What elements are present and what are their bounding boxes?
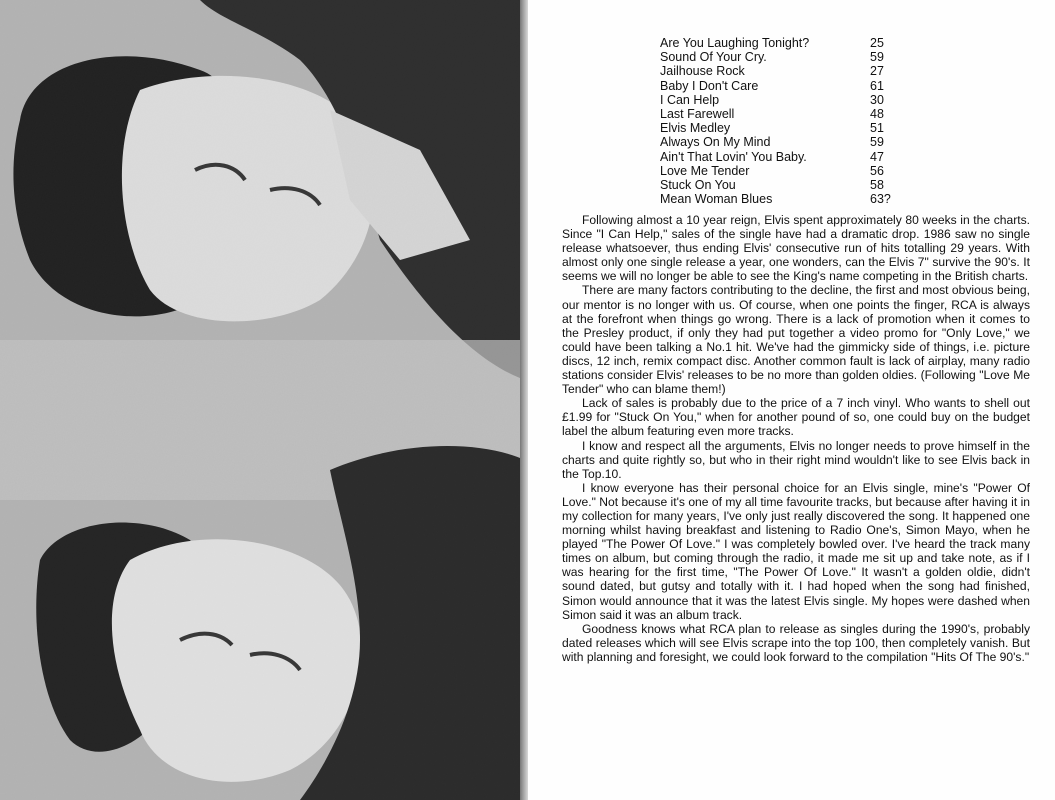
photo-illustration (0, 0, 525, 800)
track-title: Mean Woman Blues (660, 192, 773, 207)
track-title: I Can Help (660, 92, 720, 107)
track-row (660, 64, 900, 78)
track-title: Elvis Medley (660, 121, 731, 136)
singles-chart-list (660, 36, 900, 206)
track-row (660, 164, 900, 178)
track-row (660, 150, 900, 164)
article-paragraph: There are many factors contributing to the decline, the first and most obvious being, our mentor is no longer with us. Of course, when one points the finger, RCA is always at the forefront when things go wrong. There is a lack of promotion when it comes to the Presley product, if only they had put together a video promo for "Only Love," we could have been talking a No.1 hit. We've had the gimmicky side of things, i.e. picture discs, 12 inch, remix compact disc. Another common fault is lack of airplay, many radio stations consider Elvis' releases to be no more than golden oldies. (Following "Love Me Tender" who can blame them!) (562, 283, 1030, 397)
track-row (660, 121, 900, 135)
track-row (660, 79, 900, 93)
track-title: Last Farewell (660, 107, 735, 122)
article-paragraph: I know everyone has their personal choice for an Elvis single, mine's "Power Of Love." Not because it's one of my all time favourite tracks, but because after having it in my collection for many years, I've only just really discovered the song. It happened one morning whilst having breakfast and listening to Radio One's, Simon Mayo, when he played "The Power Of Love." I was completely bowled over. I've heard the track many times on album, but coming through the radio, it made me sit up and take note, as if I was hearing for the first time, "The Power Of Love." It wasn't a golden oldie, didn't sound dated, but gutsy and totally with it. I had hoped when the song had finished, Simon would announce that it was the latest Elvis single. My hopes were dashed when Simon said it was an album track. (562, 480, 1030, 622)
chart-position: 59 (870, 135, 884, 150)
article-paragraph: Following almost a 10 year reign, Elvis spent approximately 80 weeks in the charts. Since "I Can Help," sales of the single have had a dramatic drop. 1986 saw no single release whatsoever, thus ending Elvis' consecutive run of hits totalling 29 years. With almost only one single release a year, one wonders, can the Elvis 7" survive the 90's. It seems we will no longer be able to see the King's name competing in the British charts. (562, 213, 1030, 284)
track-title: Stuck On You (660, 178, 736, 193)
track-title: Always On My Mind (660, 135, 771, 150)
chart-position: 61 (870, 78, 884, 93)
track-title: Love Me Tender (660, 163, 750, 178)
chart-position: 63? (870, 192, 891, 207)
track-title: Sound Of Your Cry. (660, 50, 767, 65)
track-title: Are You Laughing Tonight? (660, 36, 810, 50)
track-row (660, 107, 900, 121)
track-row (660, 93, 900, 107)
track-title: Baby I Don't Care (660, 78, 759, 93)
chart-position: 58 (870, 178, 884, 193)
track-row (660, 178, 900, 192)
chart-position: 59 (870, 50, 884, 65)
chart-position: 47 (870, 149, 884, 164)
chart-position: 30 (870, 92, 884, 107)
chart-position: 25 (870, 36, 884, 50)
article-body (562, 213, 1030, 664)
chart-position: 27 (870, 64, 884, 79)
elvis-photo (0, 0, 525, 800)
chart-position: 51 (870, 121, 884, 136)
article-paragraph: Lack of sales is probably due to the price of a 7 inch vinyl. Who wants to shell out £1.99 for "Stuck On You," when for another pound of so, one could buy on the budget label the album featuring even more tracks. (562, 396, 1030, 439)
track-row (660, 36, 900, 50)
chart-position: 56 (870, 163, 884, 178)
track-row (660, 50, 900, 64)
track-title: Ain't That Lovin' You Baby. (660, 149, 807, 164)
track-row (660, 192, 900, 206)
article-paragraph: Goodness knows what RCA plan to release as singles during the 1990's, probably dated releases which will see Elvis scrape into the top 100, then completely vanish. But with planning and foresight, we could look forward to the compilation "Hits Of The 90's." (562, 621, 1030, 664)
track-title: Jailhouse Rock (660, 64, 745, 79)
track-row (660, 135, 900, 149)
article-paragraph: I know and respect all the arguments, Elvis no longer needs to prove himself in the charts and quite rightly so, but who in their right mind wouldn't like to see Elvis back in the Top.10. (562, 438, 1030, 481)
chart-position: 48 (870, 107, 884, 122)
